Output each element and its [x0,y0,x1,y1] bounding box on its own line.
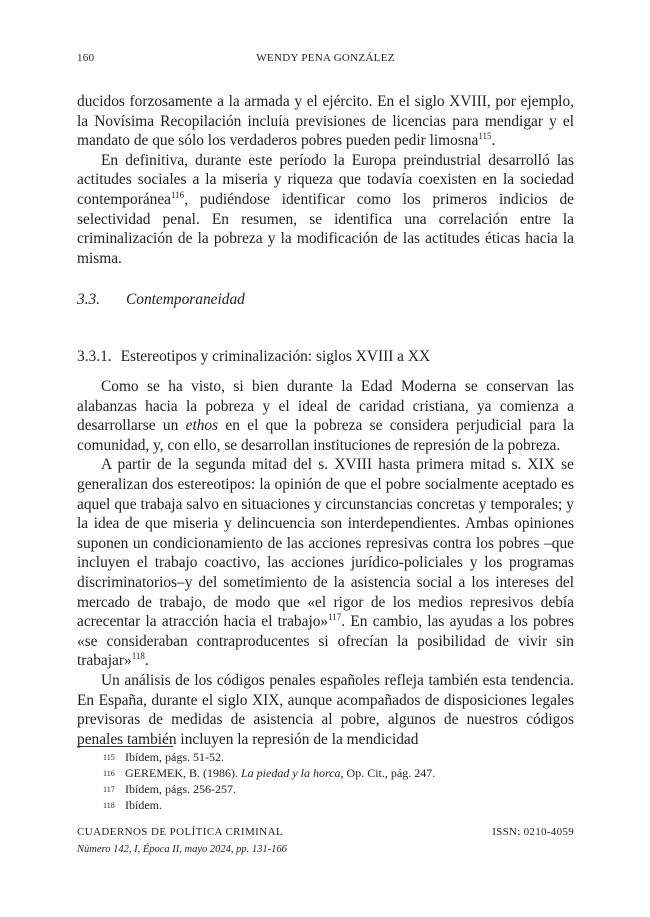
journal-name: CUADERNOS DE POLÍTICA CRIMINAL [77,826,284,838]
issn: ISSN: 0210-4059 [492,826,574,838]
running-header [77,52,574,68]
paragraph [77,377,574,455]
footnote-text: Ibídem, págs. 51-52. [125,750,224,764]
footnote-number: 118 [103,801,115,810]
paragraph-text: En definitiva, durante este período la Europa preindustrial desarrolló las actitudes sociales a la miseria y riqueza que todavía coexisten en la sociedad contemporánea [77,151,574,208]
footnote-ref: 117 [328,612,342,622]
paragraph-text: . [491,132,496,150]
paragraph [77,92,574,151]
footnotes [77,749,574,813]
footnote [77,797,574,813]
footnote-ref: 116 [171,189,185,200]
footnote [77,749,574,765]
footnote-number: 117 [103,785,115,794]
issue-info: Número 142, I, Época II, mayo 2024, pp. 131-166 [77,844,287,855]
footnote [77,781,574,797]
running-title: WENDY PENA GONZÁLEZ [256,52,395,64]
paragraph-text: ducidos forzosamente a la armada y el ejército. En el siglo XVIII, por ejemplo, la Novísima Recopilación incluía previsiones de licencias para mendigar y el mandato de que sólo los verdaderos pobres pueden pedir limosna [77,93,574,150]
paragraph-text: A partir de la segunda mitad del s. XVIII hasta primera mitad s. XIX se generalizan dos estereotipos: la opinión de que el pobre socialmente aceptado es aquel que trabaja salvo en situaciones y circunstancias concretas y temporales; y la idea de que miseria y delincuencia son interdependientes. Ambas opiniones suponen un condicionamiento de las acciones represivas contra los pobres –que incluyen el trabajo coactivo, las acciones jurídico-policiales y los programas discriminatorios–y del sometimiento de la asistencia social a los intereses del mercado de trabajo, de modo que «el rigor de los medios represivos debía acrecentar la atracción hacia el trabajo» [77,456,574,631]
paragraph-text: Como se ha visto, si bien durante la Edad Moderna se conservan las alabanzas hacia la pobreza y el ideal de caridad cristiana, ya comienza a desarrollarse un [77,378,574,435]
subsection-title: Estereotipos y criminalización: siglos XVIII a XX [120,348,431,365]
paragraph-text: Un análisis de los códigos penales españoles refleja también esta tendencia. En España, durante el siglo XIX, aunque acompañados de disposiciones legales previsoras de medidas de asistencia al pobre, algunos de nuestros códigos penales también incluyen la represión de la mendicidad [77,671,574,748]
emphasis: ethos [185,417,219,435]
paragraph-text: . [144,652,149,670]
subsection-heading [77,348,430,366]
footnote-ref: 118 [131,651,145,662]
section-number: 3.3. [77,291,101,308]
footnote-ref: 115 [478,131,492,142]
paragraph-text: , pudiéndose identificar como los primeros indicios de selectividad penal. En resumen, se identifica una correlación entre la criminalización de la pobreza y la modificación de las actitudes éticas hacia la misma. [77,190,574,267]
paragraph-text: . En cambio, las ayudas a los pobres «se consideraban contraproducentes si ofrecían la posibilidad de vivir sin trabajar» [77,613,574,670]
section-title: Contemporaneidad [126,291,245,308]
paragraph [77,151,574,269]
footnote-text: Ibídem, págs. 256-257. [125,782,236,796]
body-text-top [77,92,574,268]
footnote-text: , Op. Cit., pág. 247. [340,766,436,780]
section-heading [77,291,245,309]
footnote-number: 116 [103,769,115,778]
paragraph [77,671,574,749]
footnote-number: 115 [103,753,115,762]
paragraph-text: en el que la pobreza se considera perjudicial para la comunidad, y, con ello, se desarrollan instituciones de represión de la pobreza. [77,417,574,454]
subsection-number: 3.3.1. [77,348,112,365]
footnote-text: GEREMEK, B. (1986). [125,766,241,780]
footnote [77,765,574,781]
paragraph [77,455,574,671]
footnote-text: Ibídem. [125,798,162,812]
footnote-title: La piedad y la horca [241,766,341,780]
body-text-main [77,377,574,749]
footnote-divider [77,746,173,747]
page-number: 160 [77,52,95,64]
